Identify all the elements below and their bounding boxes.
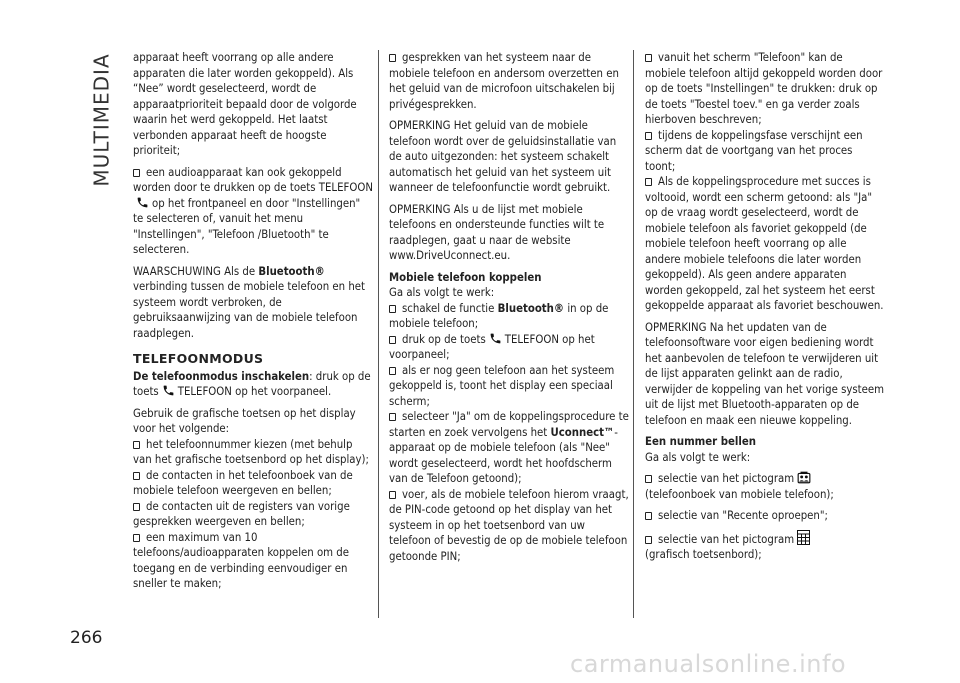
bullet-icon <box>645 475 652 483</box>
paragraph: De telefoonmodus inschakelen: druk op de toets TELEFOON op het voorpaneel. <box>133 369 371 398</box>
bullet-icon <box>645 512 652 520</box>
bullet-icon <box>133 503 140 511</box>
bullet-icon <box>133 441 140 449</box>
bullet-icon <box>645 536 652 544</box>
heading: TELEFOONMODUS <box>133 351 264 366</box>
page-number: 266 <box>70 628 103 648</box>
bullet-icon <box>645 54 652 62</box>
bullet-icon <box>645 132 652 140</box>
bullet-icon <box>645 178 652 186</box>
watermark: carmanualsonline.info <box>570 650 847 678</box>
warning-paragraph: WAARSCHUWING Als de Bluetooth® verbinding tussen de mobiele telefoon en het systeem wordt verbroken, de gebruiksaanwijzing van de mobiele telefoon raadplegen. <box>133 264 365 340</box>
bullet-icon <box>389 367 396 375</box>
bullet-item: gesprekken van het systeem naar de mobiele telefoon en andersom overzetten en het geluid van de microfoon uitschakelen bij privégesprekken. <box>389 51 619 111</box>
bullet-item: druk op de toets TELEFOON op het voorpaneel; <box>389 332 595 361</box>
phone-icon <box>136 196 149 209</box>
bullet-item: de contacten in het telefoonboek van de mobiele telefoon weergeven en bellen; <box>133 468 353 497</box>
bullet-item: tijdens de koppelingsfase verschijnt een scherm dat de voortgang van het proces toont; <box>645 128 863 173</box>
bullet-icon <box>133 169 140 177</box>
bullet-item: selectie van het pictogram (telefoonboek van mobiele telefoon); <box>645 472 834 501</box>
note-paragraph: OPMERKING Als u de lijst met mobiele telefoons en ondersteunde functies wilt te raadplegen, gaat u naar de website www.DriveUconnect.eu. <box>389 202 605 262</box>
bullet-item: selecteer "Ja" om de koppelingsprocedure te starten en zoek vervolgens het Uconnect™-apparaat op de mobiele telefoon (als "Nee" wordt geselecteerd, wordt het hoofdscherm van de Telefoon getoond); <box>389 410 629 485</box>
column-divider <box>378 50 379 618</box>
keypad-icon <box>797 530 810 545</box>
note-paragraph: OPMERKING Het geluid van de mobiele telefoon wordt over de geluidsinstallatie van de auto uitgezonden: het systeem schakelt automatisch het geluid van het systeem uit wanneer de telefoonfunctie wordt gebruikt. <box>389 119 617 194</box>
bullet-item: selectie van "Recente oproepen"; <box>645 508 885 524</box>
bullet-item: de contacten uit de registers van vorige gesprekken weergeven en bellen; <box>133 499 350 528</box>
bullet-item: Als de koppelingsprocedure met succes is voltooid, wordt een scherm getoond: als "Ja" op de vraag wordt geselecteerd, wordt de mobiele telefoon als favoriet gekoppeld (de mobiele telefoon heeft voorrang op alle andere mobiele telefoons die later worden gekoppeld). Als geen andere apparaten worden gekoppeld, zal het systeem het eerst gekoppelde apparaat als favoriet beschouwen. <box>645 175 884 312</box>
bullet-icon <box>133 534 140 542</box>
bullet-item: schakel de functie Bluetooth® in op de mobiele telefoon; <box>389 301 609 330</box>
bullet-icon <box>389 336 396 344</box>
note-paragraph: OPMERKING Na het updaten van de telefoonsoftware voor eigen bediening wordt het aanbevolen de telefoon te verwijderen uit de lijst apparaten gelinkt aan de radio, verwijder de koppeling van het vorige systeem uit de lijst met Bluetooth-apparaten op de telefoon en maak een nieuwe koppeling. <box>645 320 885 427</box>
phone-icon <box>162 384 175 397</box>
subheading: Een nummer bellen <box>645 435 756 448</box>
bullet-icon <box>133 472 140 480</box>
bullet-icon <box>389 491 396 499</box>
column-3 <box>645 50 885 563</box>
paragraph: apparaat heeft voorrang op alle andere apparaten die later worden gekoppeld). Als “Nee” wordt geselecteerd, wordt de apparaatprioriteit bepaald door de volgorde waarin het werd gekoppeld. Het laatst verbonden apparaat heeft de hoogste prioriteit; <box>133 51 357 157</box>
paragraph: Gebruik de grafische toetsen op het display voor het volgende: <box>133 406 356 435</box>
column-divider <box>633 50 634 618</box>
paragraph: Ga als volgt te werk: <box>389 286 495 299</box>
bullet-item: het telefoonnummer kiezen (met behulp van het grafische toetsenbord op het display); <box>133 437 369 466</box>
bullet-item: als er nog geen telefoon aan het systeem gekoppeld is, toont het display een speciaal scherm; <box>389 363 615 408</box>
column-2 <box>389 50 629 564</box>
bullet-item: vanuit het scherm "Telefoon" kan de mobiele telefoon altijd gekoppeld worden door op de toets "Instellingen" te drukken: druk op de toets "Toestel toev." en ga verder zoals hierboven beschreven; <box>645 51 883 126</box>
paragraph: Ga als volgt te werk: <box>645 450 751 464</box>
subheading: Mobiele telefoon koppelen <box>389 270 542 284</box>
section-title: MULTIMEDIA <box>90 53 114 187</box>
bullet-item: selectie van het pictogram (grafisch toetsenbord); <box>645 530 885 563</box>
phonebook-icon <box>797 471 811 484</box>
bullet-item: een audioapparaat kan ook gekoppeld worden door te drukken op de toets TELEFOONop het frontpaneel en door "Instellingen" te selecteren of, vanuit het menu "Instellingen", "Telefoon /Bluetooth" te selecteren. <box>133 165 373 256</box>
bullet-icon <box>389 54 396 62</box>
phone-icon <box>489 332 502 345</box>
bullet-item: een maximum van 10 telefoons/audioapparaten koppelen om de toegang en de verbinding eenvoudiger en sneller te maken; <box>133 530 349 590</box>
column-1 <box>133 50 373 592</box>
bullet-item: voer, als de mobiele telefoon hierom vraagt, de PIN-code getoond op het display van het systeem in op het toetsenbord van uw telefoon of bevestig de op de mobiele telefoon getoonde PIN; <box>389 487 629 563</box>
bullet-icon <box>389 305 396 313</box>
bullet-icon <box>389 413 396 421</box>
